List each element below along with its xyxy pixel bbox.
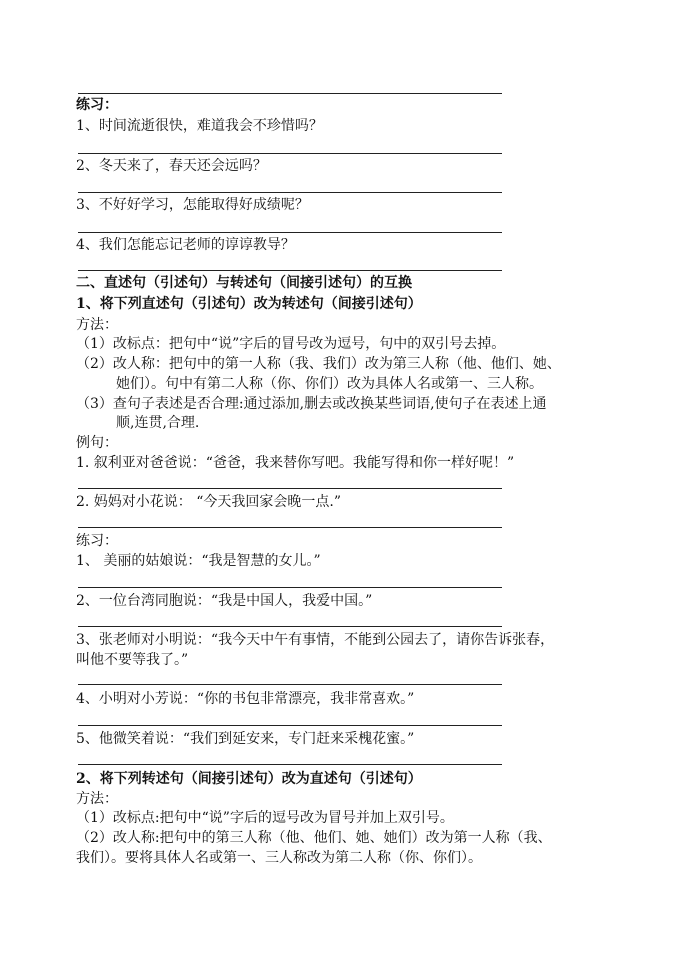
answer-line: [78, 684, 502, 685]
method2-2-cont: 我们）。要将具体人名或第一、三人称改为第二人称（你、你们）。: [76, 850, 482, 866]
answer-line: [78, 93, 502, 94]
answer-line: [78, 153, 502, 154]
method-label: 方法：: [76, 317, 118, 333]
answer-line: [78, 527, 502, 528]
practice-item-3: 3、不好好学习，怎能取得好成绩呢？: [76, 197, 309, 213]
method-3: （3）查句子表述是否合理:通过添加,删去或改换某些词语,使句子在表述上通: [76, 396, 547, 412]
example-1: 1. 叙利亚对爸爸说：“爸爸，我来替你写吧。我能写得和你一样好呢！”: [76, 455, 515, 471]
answer-line: [78, 764, 502, 765]
practice-item-1: 1、时间流逝很快，难道我会不珍惜吗？: [76, 118, 323, 134]
method-1: （1）改标点：把句中“说”字后的冒号改为逗号，句中的双引号去掉。: [76, 336, 506, 352]
practice2-item-3: 3、张老师对小明说：“我今天中午有事情，不能到公园去了，请你告诉张春，: [76, 632, 555, 648]
method2-label: 方法：: [76, 791, 118, 807]
part2-title: 2、将下列转述句（间接引述句）改为直述句（引述句）: [76, 771, 422, 787]
part1-title: 1、将下列直述句（引述句）改为转述句（间接引述句）: [76, 296, 422, 312]
answer-line: [78, 626, 502, 627]
method2-1: （1）改标点:把句中“说”字后的逗号改为冒号并加上双引号。: [76, 810, 454, 826]
example-2: 2. 妈妈对小花说： “今天我回家会晚一点.”: [76, 494, 342, 510]
practice2-item-4: 4、小明对小芳说：“你的书包非常漂亮，我非常喜欢。”: [76, 691, 415, 707]
example-label: 例句：: [76, 435, 118, 451]
method-3-cont: 顺,连贯,合理.: [116, 415, 200, 431]
practice2-item-5: 5、他微笑着说：“我们到延安来，专门赶来采槐花蜜。”: [76, 731, 415, 747]
answer-line: [78, 232, 502, 233]
section-title: 二、直述句（引述句）与转述句（间接引述句）的互换: [76, 275, 412, 291]
practice-item-2: 2、冬天来了，春天还会远吗？: [76, 158, 267, 174]
answer-line: [78, 488, 502, 489]
practice-heading: 练习：: [76, 97, 118, 113]
document-page: [76, 0, 616, 971]
method-2: （2）改人称：把句中的第一人称（我、我们）改为第三人称（他、他们、她、: [76, 356, 561, 372]
practice2-item-1: 1、 美丽的姑娘说：“我是智慧的女儿。”: [76, 553, 321, 569]
answer-line: [78, 725, 502, 726]
answer-line: [78, 192, 502, 193]
practice2-item-3-cont: 叫他不要等我了。”: [76, 652, 189, 668]
answer-line: [78, 270, 502, 271]
method-2-cont: 她们）。句中有第二人称（你、你们）改为具体人名或第一、三人称。: [116, 376, 543, 392]
answer-line: [78, 587, 502, 588]
practice2-label: 练习：: [76, 533, 118, 549]
method2-2: （2）改人称:把句中的第三人称（他、他们、她、她们）改为第一人称（我、: [76, 830, 552, 846]
practice-item-4: 4、我们怎能忘记老师的谆谆教导？: [76, 237, 295, 253]
practice2-item-2: 2、一位台湾同胞说：“我是中国人，我爱中国。”: [76, 593, 373, 609]
